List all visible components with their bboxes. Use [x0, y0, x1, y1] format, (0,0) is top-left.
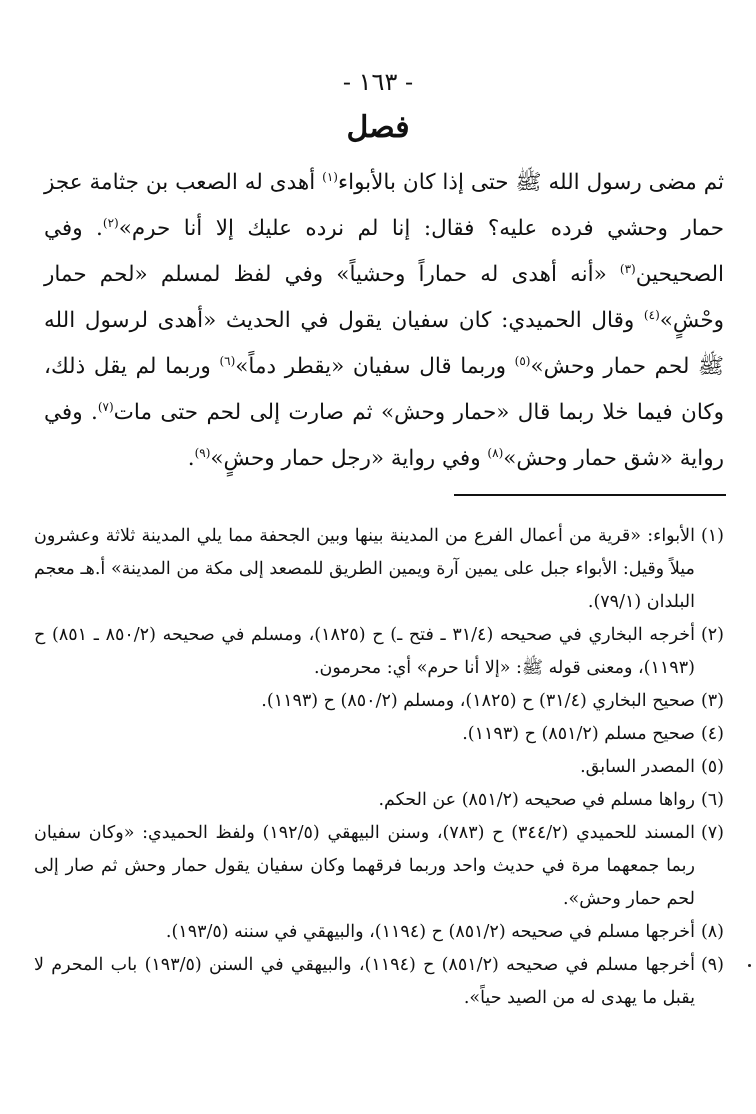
- footnote-text: أخرجها مسلم في صحيحه (٨٥١/٢) ح (١١٩٤)، والبيهقي في السنن (١٩٣/٥) باب المحرم لا يقبل ما يهدى له من الصيد حياً».: [34, 955, 695, 1008]
- scan-speck: [748, 964, 751, 967]
- footnote-4: [34, 718, 724, 751]
- footnote-text: المسند للحميدي (٣٤٤/٢) ح (٧٨٣)، وسنن البيهقي (١٩٢/٥) ولفظ الحميدي: «وكان سفيان ربما جمعهما مرة في حديث واحد وربما فرقهما وكان سفيان يقول حمار وحش ثم صار إلى لحم حمار وحش».: [34, 823, 695, 909]
- text-segment: وربما قال سفيان «يقطر دماً»: [235, 354, 515, 379]
- footnote-ref: (٧): [97, 399, 114, 414]
- footnote-ref: (٣): [619, 261, 636, 276]
- footnote-ref: (٨): [487, 445, 504, 460]
- footnote-9: [34, 949, 724, 1015]
- text-segment: ثم مضى رسول الله ﷺ حتى إذا كان بالأبواء: [337, 170, 724, 195]
- main-text: [44, 160, 724, 482]
- text-segment: . وفي الصحيحين: [44, 216, 724, 287]
- footnote-text: أخرجها مسلم في صحيحه (٨٥١/٢) ح (١١٩٤)، والبيهقي في سننه (١٩٣/٥).: [165, 922, 695, 942]
- footnote-8: [34, 916, 724, 949]
- footnote-number: (٢): [700, 625, 724, 645]
- footnotes: [34, 520, 724, 1015]
- footnote-number: (٤): [700, 724, 724, 744]
- footnote-text: المصدر السابق.: [580, 757, 695, 777]
- footnote-text: رواها مسلم في صحيحه (٨٥١/٢) عن الحكم.: [378, 790, 695, 810]
- footnote-text: الأبواء: «قرية من أعمال الفرع من المدينة بينها وبين الجحفة مما يلي المدينة ثلاثة وعشرون ميلاً وقيل: الأبواء جبل على يمين آرة ويمين الطريق للمصعد إلى مكة من المدينة» أ.هـ معجم البلدان (٧٩/١).: [34, 526, 695, 612]
- footnote-text: أخرجه البخاري في صحيحه (٣١/٤ ـ فتح ـ) ح (١٨٢٥)، ومسلم في صحيحه (٨٥٠/٢ ـ ٨٥١) ح (١١٩٣)، ومعنى قوله ﷺ: «إلا أنا حرم» أي: محرمون.: [34, 625, 695, 678]
- text-segment: وفي رواية «رجل حمار وحشٍ»: [210, 446, 488, 471]
- footnote-number: (٨): [700, 922, 724, 942]
- footnote-3: [34, 685, 724, 718]
- footnote-number: (٣): [700, 691, 724, 711]
- footnote-text: صحيح مسلم (٨٥١/٢) ح (١١٩٣).: [462, 724, 695, 744]
- footnote-ref: (٥): [514, 353, 531, 368]
- footnote-ref: (١): [322, 169, 338, 184]
- footnote-ref: (٦): [219, 353, 236, 368]
- text-segment: .: [187, 446, 195, 471]
- footnote-6: [34, 784, 724, 817]
- footnote-5: [34, 751, 724, 784]
- footnote-1: [34, 520, 724, 619]
- page-number: - ١٦٣ -: [342, 68, 414, 96]
- footnote-7: [34, 817, 724, 916]
- text-segment: . وفي رواية «شق حمار وحش»: [44, 400, 724, 471]
- footnote-ref: (٩): [194, 445, 211, 460]
- text-segment: «أنه أهدى له حماراً وحشياً» وفي لفظ لمسلم «لحم حمار وحْشٍ»: [44, 262, 724, 333]
- footnote-separator: [454, 494, 726, 496]
- footnote-ref: (٤): [643, 307, 660, 322]
- text-segment: أهدى له الصعب بن جثامة عجز حمار وحشي فرده عليه؟ فقال: إنا لم نرده عليك إلا أنا حرم»: [44, 170, 724, 241]
- footnote-number: (٥): [700, 757, 724, 777]
- section-title: فصل: [346, 110, 410, 145]
- text-segment: وربما لم يقل ذلك، وكان فيما خلا ربما قال «حمار وحش» ثم صارت إلى لحم حتى مات: [44, 354, 725, 425]
- footnote-2: [34, 619, 724, 685]
- text-segment: وقال الحميدي: كان سفيان يقول في الحديث «أهدى لرسول الله ﷺ لحم حمار وحش»: [44, 308, 724, 379]
- footnote-number: (١): [700, 526, 724, 546]
- footnote-text: صحيح البخاري (٣١/٤) ح (١٨٢٥)، ومسلم (٨٥٠/٢) ح (١١٩٣).: [261, 691, 695, 711]
- main-paragraph: [44, 160, 724, 482]
- footnote-ref: (٢): [102, 215, 119, 230]
- footnote-number: (٧): [700, 823, 724, 843]
- footnote-number: (٩): [700, 955, 724, 975]
- footnote-number: (٦): [700, 790, 724, 810]
